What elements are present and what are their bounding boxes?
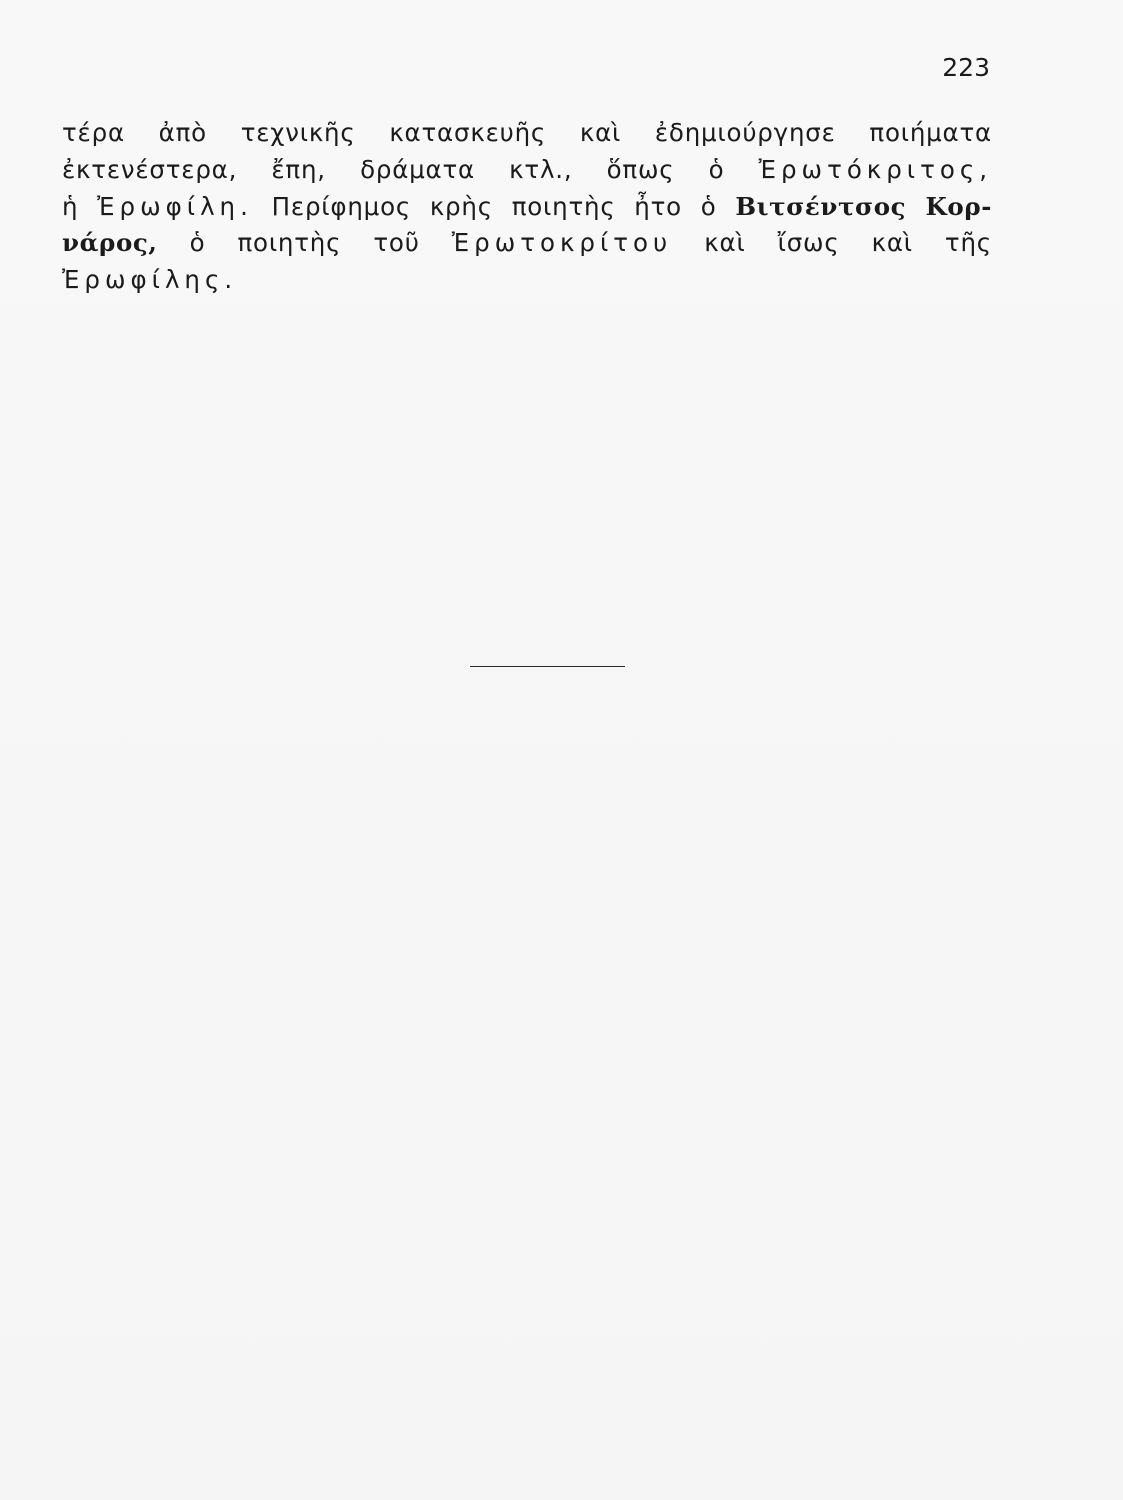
text-segment: τέρα ἀπὸ τεχνικῆς κατασκευῆς καὶ ἐδημιούργησε ποιήματα xyxy=(62,118,992,147)
author-name: Βιτσέντσος Κορ- xyxy=(735,191,992,221)
spaced-title: Ἐρωτοκρίτου xyxy=(451,228,673,258)
text-segment: καὶ ἴσως καὶ τῆς xyxy=(672,228,992,258)
section-divider xyxy=(470,666,625,667)
text-line xyxy=(62,262,992,299)
spaced-title: Ἐρωφίλης. xyxy=(62,265,238,295)
text-segment: ὁ ποιητὴς τοῦ xyxy=(157,228,452,258)
author-name: νάρος, xyxy=(62,228,158,258)
text-line xyxy=(62,225,992,262)
text-segment: ἐκτενέστερα, ἔπη, δράματα κτλ., ὅπως ὁ xyxy=(62,154,759,184)
text-segment: Περίφημος κρὴς ποιητὴς ἦτο ὁ xyxy=(252,191,736,221)
text-segment: ἡ xyxy=(62,191,98,221)
text-line xyxy=(62,189,992,226)
text-line xyxy=(62,115,992,152)
spaced-title: Ἐρωφίλη. xyxy=(97,191,253,221)
paragraph xyxy=(62,115,992,299)
text-line xyxy=(62,152,992,189)
spaced-title: Ἐρωτόκριτος, xyxy=(758,154,992,184)
page-number: 223 xyxy=(942,53,990,82)
